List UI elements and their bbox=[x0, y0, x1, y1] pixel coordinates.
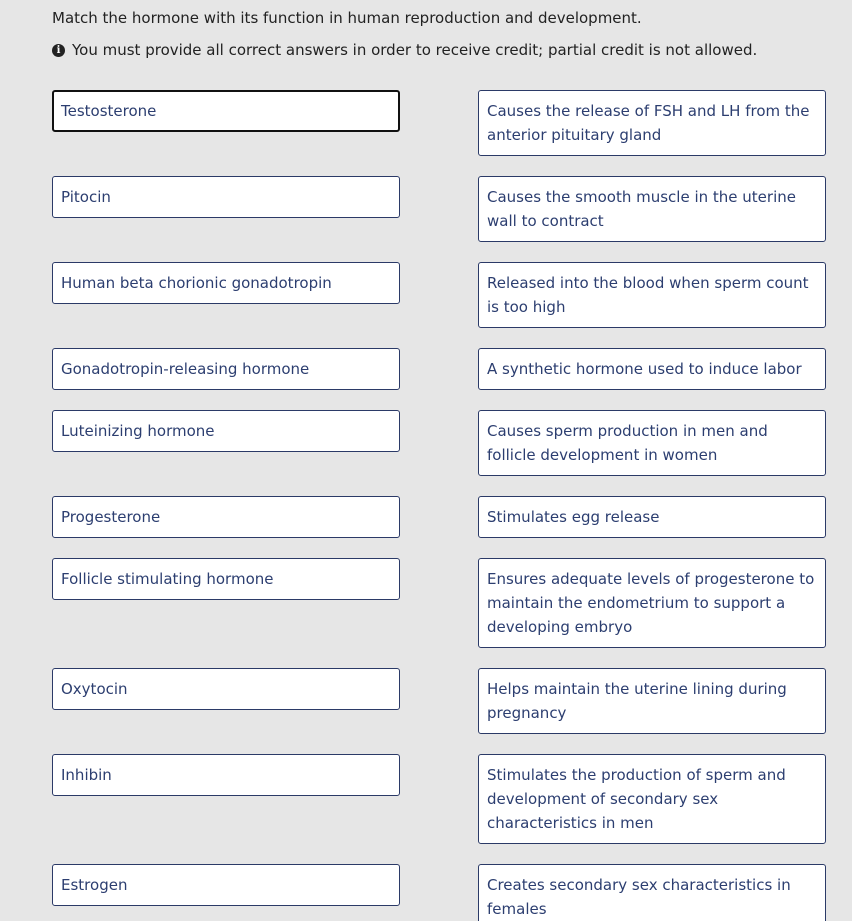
function-option-3[interactable]: Released into the blood when sperm count is too high bbox=[478, 262, 826, 328]
credit-notice-text: You must provide all correct answers in order to receive credit; partial credit is not allowed. bbox=[72, 41, 758, 59]
hormone-option-estrogen[interactable]: Estrogen bbox=[52, 864, 400, 906]
function-option-8[interactable]: Helps maintain the uterine lining during pregnancy bbox=[478, 668, 826, 734]
function-option-7[interactable]: Ensures adequate levels of progesterone to maintain the endometrium to support a developing embryo bbox=[478, 558, 826, 648]
hormone-option-hcg[interactable]: Human beta chorionic gonadotropin bbox=[52, 262, 400, 304]
hormone-option-oxytocin[interactable]: Oxytocin bbox=[52, 668, 400, 710]
function-option-6[interactable]: Stimulates egg release bbox=[478, 496, 826, 538]
credit-notice bbox=[52, 40, 757, 60]
question-prompt: Match the hormone with its function in human reproduction and development. bbox=[52, 9, 642, 27]
function-option-5[interactable]: Causes sperm production in men and follicle development in women bbox=[478, 410, 826, 476]
hormone-option-inhibin[interactable]: Inhibin bbox=[52, 754, 400, 796]
hormone-option-testosterone[interactable]: Testosterone bbox=[52, 90, 400, 132]
function-option-4[interactable]: A synthetic hormone used to induce labor bbox=[478, 348, 826, 390]
hormone-option-progesterone[interactable]: Progesterone bbox=[52, 496, 400, 538]
function-option-10[interactable]: Creates secondary sex characteristics in females bbox=[478, 864, 826, 921]
function-option-1[interactable]: Causes the release of FSH and LH from the anterior pituitary gland bbox=[478, 90, 826, 156]
function-option-2[interactable]: Causes the smooth muscle in the uterine wall to contract bbox=[478, 176, 826, 242]
hormone-option-lh[interactable]: Luteinizing hormone bbox=[52, 410, 400, 452]
info-circle-icon: i bbox=[52, 44, 65, 57]
hormone-option-gnrh[interactable]: Gonadotropin-releasing hormone bbox=[52, 348, 400, 390]
function-option-9[interactable]: Stimulates the production of sperm and development of secondary sex characteristics in men bbox=[478, 754, 826, 844]
hormone-option-fsh[interactable]: Follicle stimulating hormone bbox=[52, 558, 400, 600]
hormone-option-pitocin[interactable]: Pitocin bbox=[52, 176, 400, 218]
